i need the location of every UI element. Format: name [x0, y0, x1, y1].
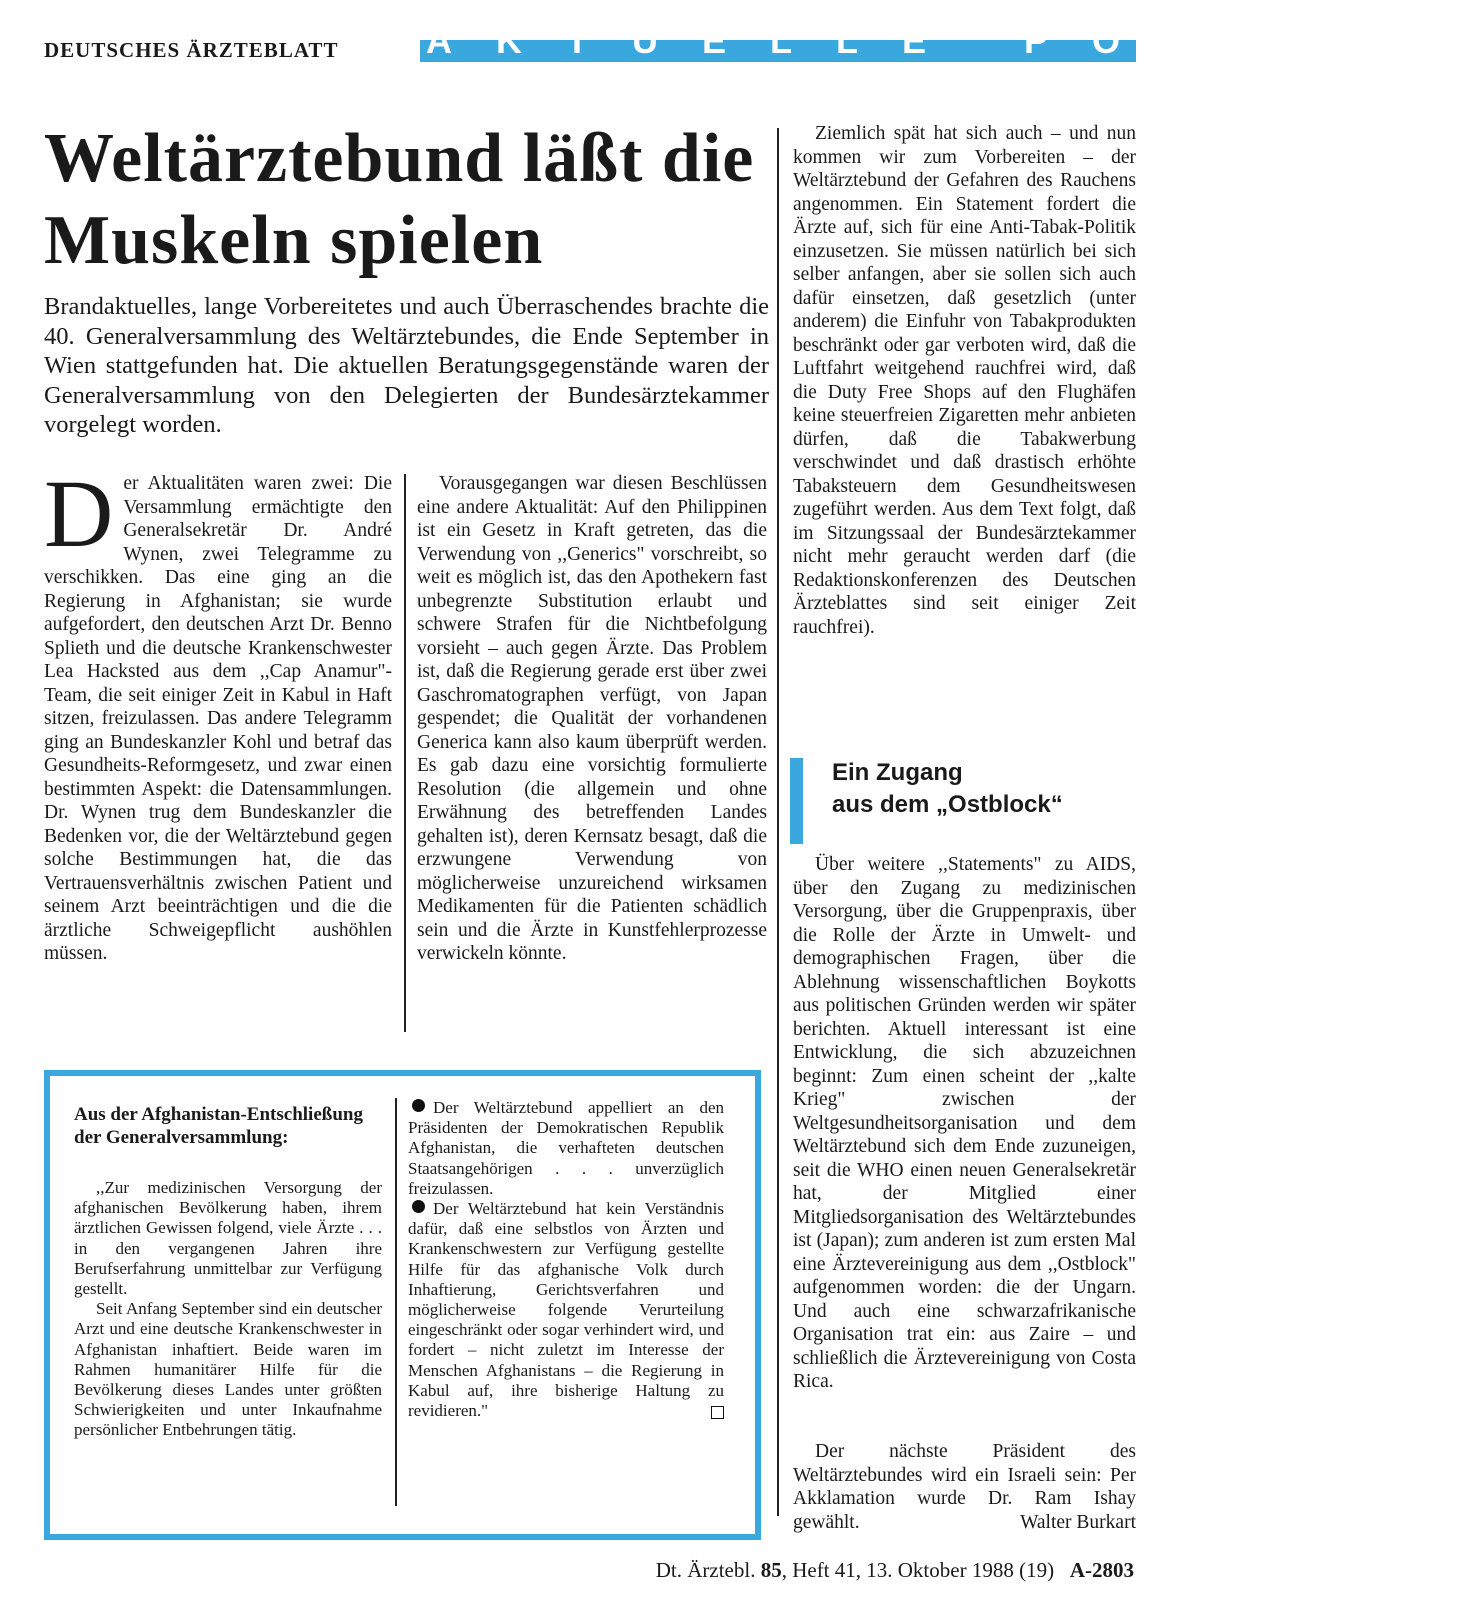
column-divider	[777, 128, 779, 1516]
box-left-column	[74, 1178, 382, 1441]
drop-cap: D	[44, 460, 114, 567]
column-1	[44, 460, 392, 966]
end-mark-icon	[711, 1406, 724, 1419]
lead-paragraph: Brandaktuelles, lange Vorbereitetes und auch Überraschendes brachte die 40. Generalversammlung des Weltärztebundes, die Ende September in Wien stattgefunden hat. Die aktuellen Beratungsgegenstände waren der Generalversammlung von den Delegierten der Bundesärztekammer vorgelegt worden.	[44, 293, 769, 438]
column-3-top-text: Ziemlich spät hat sich auch – und nun kommen wir zum Vorbereiten – der Weltärztebund der Gefahren des Rauchens angenommen. Ein Statement fordert die Ärzte auf, sich für eine Anti-Tabak-Politik einzusetzen. Sie müssen natürlich bei sich selber anfangen, aber sie sollen sich auch dafür einsetzen, daß gesetzlich (unter anderem) die Einfuhr von Tabakprodukten beschränkt oder gar verboten wird, daß die Luftfahrt weitgehend rauchfrei wird, daß die Duty Free Shops auf den Flughäfen keine steuerfreien Zigaretten mehr anbieten dürfen, daß die Tabakwerbung verschwindet und daß drastisch erhöhte Tabaksteuern dem Gesundheitswesen zugeführt werden. Aus dem Text folgt, daß im Sitzungssaal der Bundesärztekammer nicht mehr geraucht werden darf (die Redaktionskonferenzen des Deutschen Ärzteblattes sind seit einiger Zeit rauchfrei).	[793, 123, 1136, 638]
masthead: DEUTSCHES ÄRZTEBLATT	[44, 38, 339, 62]
page-footer	[656, 1558, 1134, 1583]
box-paragraph: Der Weltärztebund appelliert an den Präsidenten der Demokratischen Republik Afghanistan, die verhafteten deutschen Staatsangehörigen . . . unverzüglich freizulassen.	[408, 1098, 724, 1198]
bullet-icon	[412, 1200, 425, 1213]
headline: Weltärztebund läßt die Muskeln spielen	[44, 120, 755, 279]
column-3-middle-text: Über weitere ,,Statements" zu AIDS, über den Zugang zu medizinischen Versorgung, über die Gruppenpraxis, über die Rolle der Ärzte in Umwelt- und demographischen Fragen, über die Ablehnung wissenschaftlichen Boykotts aus politischen Gründen werden wir später berichten. Aktuell interessant ist eine Entwicklung, die sich abzuzeichnen beginnt: Zum einen scheint der ,,kalte Krieg" zwischen der Weltgesundheitsorganisation und dem Weltärztebund sich dem Ende zuzuneigen, seit die WHO einen neuen Generalsekretär hat, der Mitglied einer Mitgliedsorganisation des Weltärztebundes ist (Japan); zum anderen ist zum ersten Mal eine Ärztevereinigung aus dem ,,Ostblock" aufgenommen worden: die der Ungarn. Und auch eine schwarzafrikanische Organisation trat ein: aus Zaire – und schließlich die Ärztevereinigung von Costa Rica.	[793, 854, 1136, 1392]
box-paragraph: Der Weltärztebund hat kein Verständnis dafür, daß eine selbstlos von Ärzten und Krankenschwestern zur Verfügung gestellte Hilfe für das afghanische Volk durch Inhaftierung, Gerichtsverfahren und möglicherweise folgende Verurteilung eingeschränkt oder sogar verhindert wird, und fordert – nicht zuletzt im Interesse der Menschen Afghanistans – die Regierung in Kabul auf, ihre bisherige Haltung zu revidieren."	[408, 1199, 724, 1421]
subheading-line-2: aus dem „Ostblock“	[832, 791, 1063, 818]
box-paragraph: ,,Zur medizinischen Versorgung der afghanischen Bevölkerung haben, ihrem ärztlichen Gewissen folgend, viele Ärzte . . . in den vergangenen Jahren ihre Berufserfahrung unmittelbar zur Verfügung gestellt.	[74, 1178, 382, 1299]
column-1-text: er Aktualitäten waren zwei: Die Versammlung ermächtigte den Generalsekretär Dr. André Wynen, zwei Telegramme zu verschikken. Das eine ging an die Regierung in Afghanistan; sie wurde aufgefordert, den deutschen Arzt Dr. Benno Splieth und die deutsche Krankenschwester Lea Hacksted aus dem ,,Cap Anamur"-Team, die seit einiger Zeit in Kabul in Haft sitzen, freizulassen. Das andere Telegramm ging an Bundeskanzler Kohl und betraf das Gesundheits-Reformgesetz, und zwar einen bestimmten Aspekt: die Datensammlungen. Dr. Wynen trug dem Bundeskanzler die Bedenken vor, die der Weltärztebund gegen solche Bestimmungen hat, die das Vertrauensverhältnis zwischen Patient und seinem Arzt beeinträchtigen und die die ärztliche Schweigepflicht aushöhlen müssen.	[44, 473, 392, 964]
footer-issue: , Heft 41, 13. Oktober 1988 (19)	[781, 1558, 1055, 1582]
section-bar	[420, 20, 1474, 62]
bullet-icon	[412, 1099, 425, 1112]
column-2-text: Vorausgegangen war diesen Beschlüssen eine andere Aktualität: Auf den Philippinen ist ein Gesetz in Kraft getreten, das die Verwendung von ,,Generics" vorschreibt, so weit es möglich ist, das den Apothekern fast unbegrenzte Substitution erlaubt und schwere Strafen für die Nichtbefolgung vorsieht – auch gegen Ärzte. Das Problem ist, daß die Regierung gerade erst über zwei Gaschromatographen verfügt, von Japan gespendet; die Qualität der vorhandenen Generica kann also kaum überprüft werden. Es gab dazu eine vorsichtig formulierte Resolution (die allgemein und ohne Erwähnung des betreffenden Landes gehalten ist), deren Kernsatz besagt, daß die erzwungene Verwendung von möglicherweise unzureichend wirksamen Medikamenten für die Patienten schädlich sein und die Ärzte in Kunstfehlerprozesse verwickeln könnte.	[417, 473, 767, 964]
column-3-middle	[793, 853, 1136, 1394]
footer-page-number: A-2803	[1069, 1558, 1134, 1582]
box-right-column	[408, 1098, 724, 1421]
section-bar-label: AKTUELLE POLITIK	[426, 20, 1474, 61]
subheading	[832, 757, 1063, 821]
footer-volume: 85	[760, 1558, 782, 1582]
box-paragraph: Seit Anfang September sind ein deutscher Arzt und eine deutsche Krankenschwester in Afghanistan inhaftiert. Beide waren im Rahmen humanitärer Hilfe für die Bevölkerung dieses Landes unter größten Schwierigkeiten und unter Inkaufnahme persönlicher Entbehrungen tätig.	[74, 1299, 382, 1440]
column-3-end	[793, 1440, 1136, 1534]
column-3-top	[793, 122, 1136, 639]
subheading-line-1: Ein Zugang	[832, 759, 963, 786]
box-title: Aus der Afghanistan-Entschließung der Generalversammlung:	[74, 1104, 363, 1148]
column-2	[417, 472, 767, 966]
box-divider	[395, 1098, 397, 1506]
footer-journal: Dt. Ärztebl.	[655, 1558, 756, 1582]
author-signature: Walter Burkart	[1020, 1511, 1136, 1533]
column-divider	[404, 474, 406, 1032]
subhead-accent-bar	[790, 758, 803, 844]
column-3-end-text: Der nächste Präsident des Weltärztebundes wird ein Israeli sein: Per Akklamation wurde Dr. Ram Ishay gewählt.	[793, 1441, 1136, 1533]
